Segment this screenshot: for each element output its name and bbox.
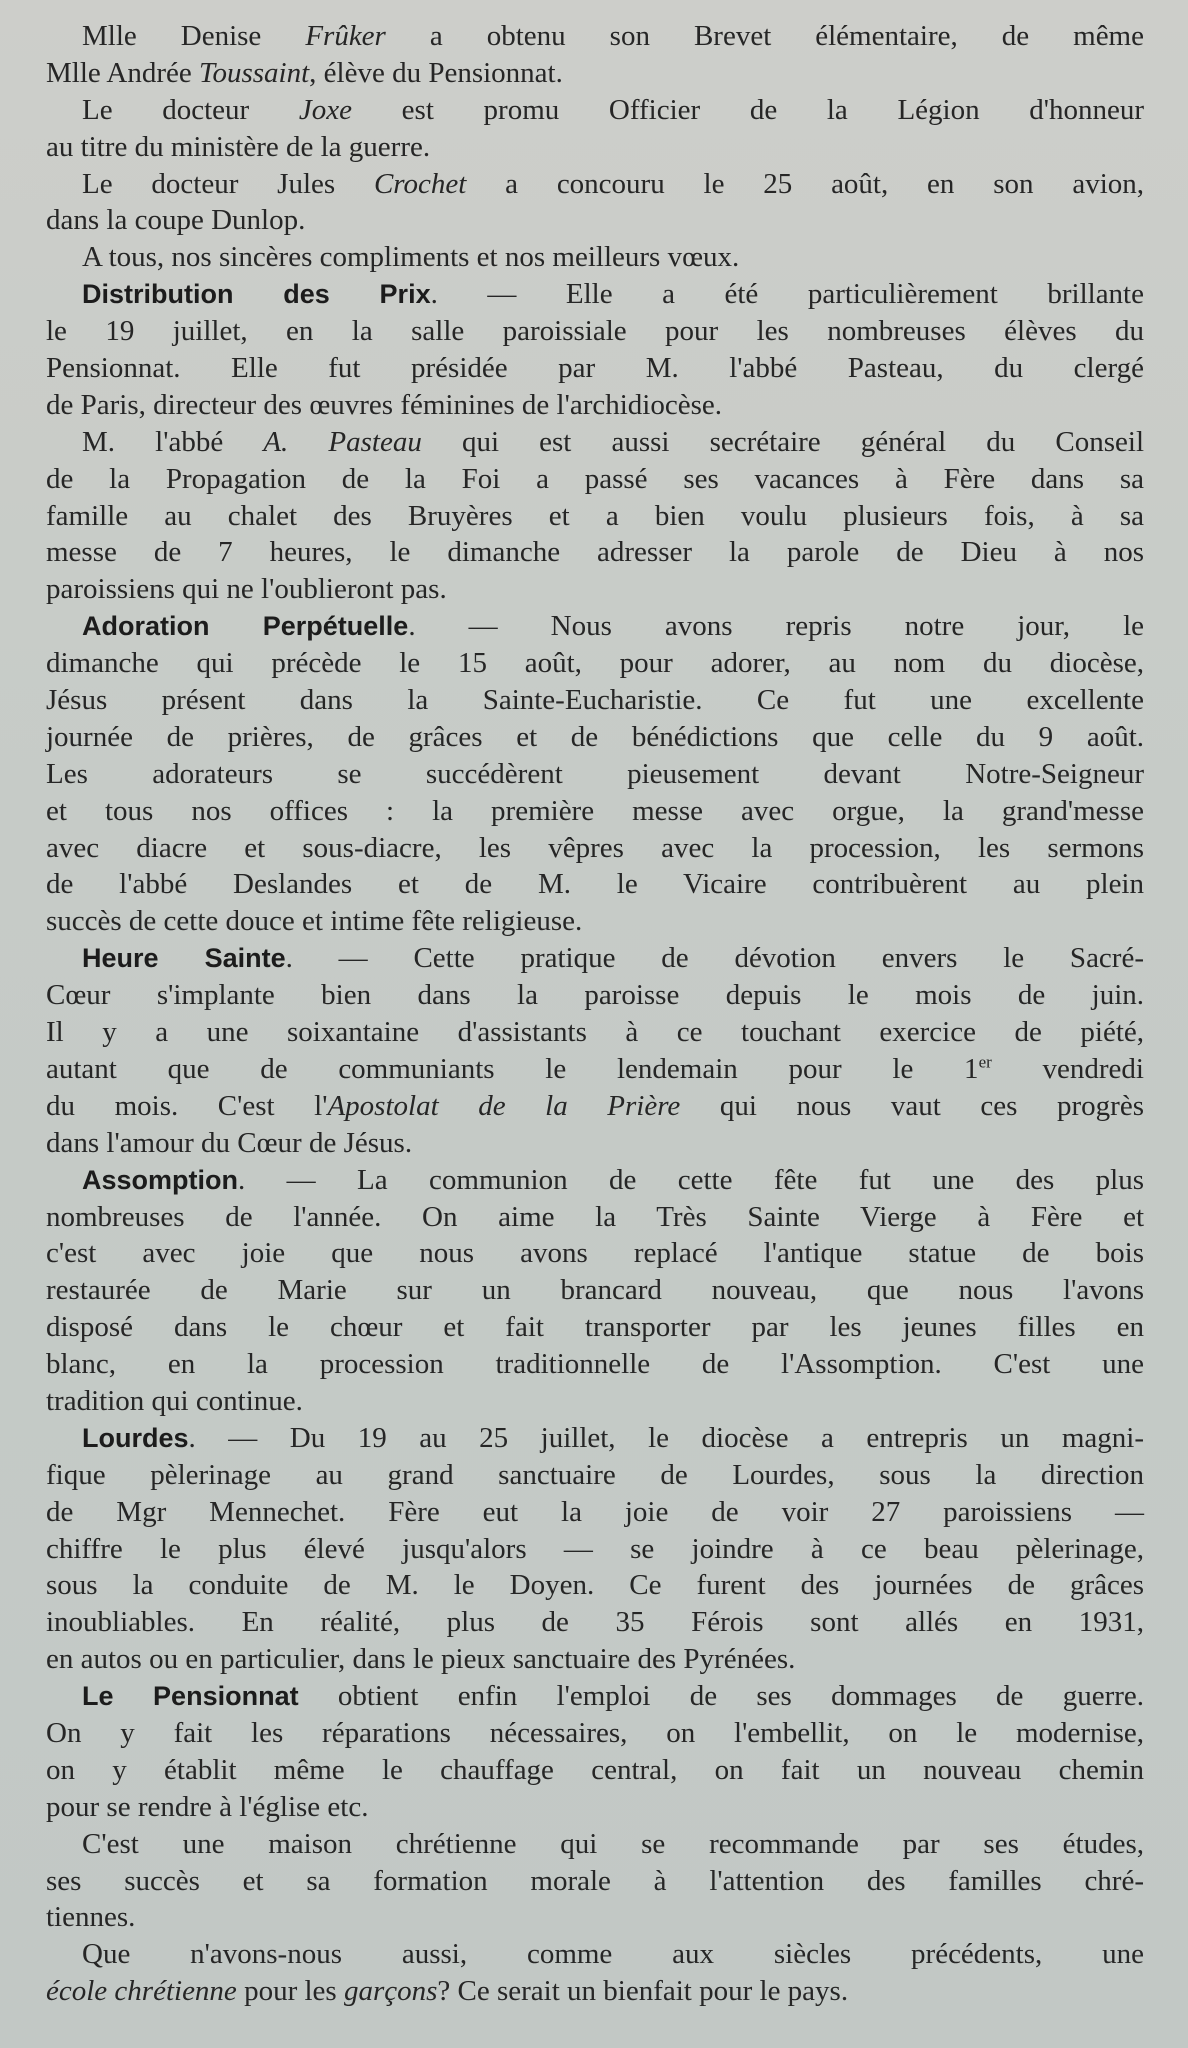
body-text: de Mgr Mennechet. Fère eut la joie de voir 27 paroissiens — (46, 1495, 1144, 1528)
body-text: dimanche qui précède le 15 août, pour adorer, au nom du diocèse, (46, 647, 1144, 680)
body-text: Le docteur Jules (82, 167, 374, 200)
body-text: Il y a une soixantaine d'assistants à ce touchant exercice de piété, (46, 1016, 1144, 1049)
body-text: de Paris, directeur des œuvres féminines de l'archidiocèse. (46, 388, 723, 421)
text-line (46, 1494, 1144, 1531)
body-text: ? Ce serait un bienfait pour le pays. (437, 1975, 849, 2008)
text-line (46, 977, 1144, 1014)
body-text: fique pèlerinage au grand sanctuaire de Lourdes, sous la direction (46, 1458, 1144, 1491)
text-line (46, 1162, 1144, 1199)
body-text: paroissiens qui ne l'oublieront pas. (46, 573, 447, 606)
superscript-text: er (978, 1052, 992, 1072)
body-text: est promu Officier de la Légion d'honneur (352, 93, 1145, 126)
text-line (46, 276, 1144, 313)
text-line (46, 903, 1144, 940)
text-line (46, 1973, 1144, 2010)
body-text: C'est une maison chrétienne qui se recommande par ses études, (82, 1827, 1144, 1860)
body-text: le 19 juillet, en la salle paroissiale pour les nombreuses élèves du (46, 315, 1144, 348)
italic-text: Apostolat de la Prière (327, 1089, 681, 1122)
body-text: de la Propagation de la Foi a passé ses vacances à Fère dans sa (46, 462, 1144, 495)
body-text: journée de prières, de grâces et de bénédictions que celle du 9 août. (46, 720, 1144, 753)
body-text: chiffre le plus élevé jusqu'alors — se joindre à ce beau pèlerinage, (46, 1532, 1144, 1565)
body-text: . — Cette pratique de dévotion envers le Sacré- (285, 942, 1144, 975)
body-text: inoubliables. En réalité, plus de 35 Férois sont allés en 1931, (46, 1606, 1144, 1639)
body-text: autant que de communiants le lendemain pour le 1 (46, 1052, 979, 1085)
body-text: . — Du 19 au 25 juillet, le diocèse a entrepris un magni- (188, 1421, 1144, 1454)
body-text: succès de cette douce et intime fête religieuse. (46, 905, 583, 938)
body-text: pour se rendre à l'église etc. (46, 1790, 369, 1823)
text-line (46, 1309, 1144, 1346)
body-text: A tous, nos sincères compliments et nos meilleurs vœux. (82, 241, 740, 274)
body-text: Jésus présent dans la Sainte-Eucharistie. Ce fut une excellente (46, 684, 1144, 717)
body-text: au titre du ministère de la guerre. (46, 130, 431, 163)
text-line (46, 830, 1144, 867)
italic-text: Joxe (298, 93, 352, 126)
body-text: de l'abbé Deslandes et de M. le Vicaire contribuèrent au plein (46, 868, 1144, 901)
body-text: . — Nous avons repris notre jour, le (408, 610, 1145, 643)
body-text: On y fait les réparations nécessaires, on l'embellit, on le modernise, (46, 1716, 1144, 1749)
italic-text: école chrétienne (46, 1975, 237, 2008)
text-line (46, 498, 1144, 535)
body-text: dans l'amour du Cœur de Jésus. (46, 1126, 413, 1159)
text-line (46, 1420, 1144, 1457)
body-text: sous la conduite de M. le Doyen. Ce furent des journées de grâces (46, 1569, 1144, 1602)
text-line (46, 350, 1144, 387)
body-text: du mois. C'est l' (46, 1089, 328, 1122)
text-line (46, 793, 1144, 830)
text-line (46, 1641, 1144, 1678)
body-text: dans la coupe Dunlop. (46, 204, 306, 237)
body-text: tradition qui continue. (46, 1384, 303, 1417)
text-line (46, 1863, 1144, 1900)
text-line (46, 1678, 1144, 1715)
italic-text: garçons (343, 1975, 438, 2008)
body-text: obtient enfin l'emploi de ses dommages de guerre. (298, 1680, 1145, 1713)
body-text: nombreuses de l'année. On aime la Très Sainte Vierge à Fère et (46, 1200, 1144, 1233)
text-line (46, 1752, 1144, 1789)
text-line (46, 239, 1144, 276)
body-text: ses succès et sa formation morale à l'attention des familles chré- (46, 1864, 1144, 1897)
body-text: vendredi (991, 1052, 1144, 1085)
section-heading: Distribution des Prix (82, 279, 431, 310)
body-text: M. l'abbé (82, 425, 264, 458)
body-text: pour les (236, 1975, 344, 2008)
text-line (46, 608, 1144, 645)
text-line (46, 1125, 1144, 1162)
text-line (46, 129, 1144, 166)
text-line (46, 1531, 1144, 1568)
body-text: blanc, en la procession traditionnelle de l'Assomption. C'est une (46, 1348, 1144, 1381)
section-heading: Assomption (82, 1164, 239, 1195)
italic-text: A. Pasteau (263, 425, 422, 458)
text-line (46, 571, 1144, 608)
section-heading: Le Pensionnat (82, 1681, 299, 1712)
text-line (46, 719, 1144, 756)
text-line (46, 387, 1144, 424)
italic-text: Toussaint (199, 56, 310, 89)
body-text: Cœur s'implante bien dans la paroisse depuis le mois de juin. (46, 979, 1144, 1012)
body-text: . — Elle a été particulièrement brillante (430, 278, 1144, 311)
section-heading: Adoration Perpétuelle (82, 611, 409, 642)
body-text: a concouru le 25 août, en son avion, (466, 167, 1144, 200)
text-line (46, 1457, 1144, 1494)
body-text: et tous nos offices : la première messe avec orgue, la grand'messe (46, 794, 1144, 827)
italic-text: Frûker (305, 20, 386, 52)
article-text (46, 18, 1144, 2010)
text-line (46, 645, 1144, 682)
text-line (46, 1604, 1144, 1641)
text-line (46, 1383, 1144, 1420)
body-text: Que n'avons-nous aussi, comme aux siècles précédents, une (82, 1938, 1144, 1971)
body-text: , élève du Pensionnat. (309, 56, 563, 89)
text-line (46, 92, 1144, 129)
section-heading: Lourdes (82, 1422, 189, 1453)
italic-text: Crochet (373, 167, 467, 200)
body-text: Pensionnat. Elle fut présidée par M. l'abbé Pasteau, du clergé (46, 352, 1144, 385)
text-line (46, 1051, 1144, 1088)
text-line (46, 1199, 1144, 1236)
text-line (46, 461, 1144, 498)
text-line (46, 1014, 1144, 1051)
body-text: c'est avec joie que nous avons replacé l'antique statue de bois (46, 1237, 1144, 1270)
text-line (46, 940, 1144, 977)
text-line (46, 1346, 1144, 1383)
text-line (46, 1826, 1144, 1863)
body-text: qui nous vaut ces progrès (680, 1089, 1144, 1122)
body-text: Mlle Andrée (46, 56, 200, 89)
text-line (46, 166, 1144, 203)
text-line (46, 534, 1144, 571)
text-line (46, 1272, 1144, 1309)
body-text: qui est aussi secrétaire général du Conseil (421, 425, 1144, 458)
body-text: messe de 7 heures, le dimanche adresser la parole de Dieu à nos (46, 536, 1144, 569)
body-text: a obtenu son Brevet élémentaire, de même (385, 20, 1144, 52)
body-text: on y établit même le chauffage central, on fait un nouveau chemin (46, 1753, 1144, 1786)
body-text: Les adorateurs se succédèrent pieusement devant Notre-Seigneur (46, 757, 1144, 790)
text-line (46, 682, 1144, 719)
body-text: . — La communion de cette fête fut une des plus (238, 1163, 1144, 1196)
text-line (46, 424, 1144, 461)
text-line (46, 1899, 1144, 1936)
text-line (46, 313, 1144, 350)
body-text: Mlle Denise (82, 20, 306, 52)
text-line (46, 1567, 1144, 1604)
body-text: en autos ou en particulier, dans le pieux sanctuaire des Pyrénées. (46, 1643, 796, 1676)
text-line (46, 18, 1144, 55)
text-line (46, 1789, 1144, 1826)
text-line (46, 202, 1144, 239)
body-text: Le docteur (82, 93, 299, 126)
body-text: restaurée de Marie sur un brancard nouveau, que nous l'avons (46, 1274, 1144, 1307)
text-line (46, 866, 1144, 903)
text-line (46, 756, 1144, 793)
text-line (46, 1936, 1144, 1973)
section-heading: Heure Sainte (82, 943, 286, 974)
body-text: avec diacre et sous-diacre, les vêpres avec la procession, les sermons (46, 831, 1144, 864)
text-line (46, 1235, 1144, 1272)
text-line (46, 1715, 1144, 1752)
body-text: tiennes. (46, 1901, 136, 1934)
text-line (46, 55, 1144, 92)
text-line (46, 1088, 1144, 1125)
body-text: famille au chalet des Bruyères et a bien voulu plusieurs fois, à sa (46, 499, 1144, 532)
body-text: disposé dans le chœur et fait transporter par les jeunes filles en (46, 1311, 1144, 1344)
